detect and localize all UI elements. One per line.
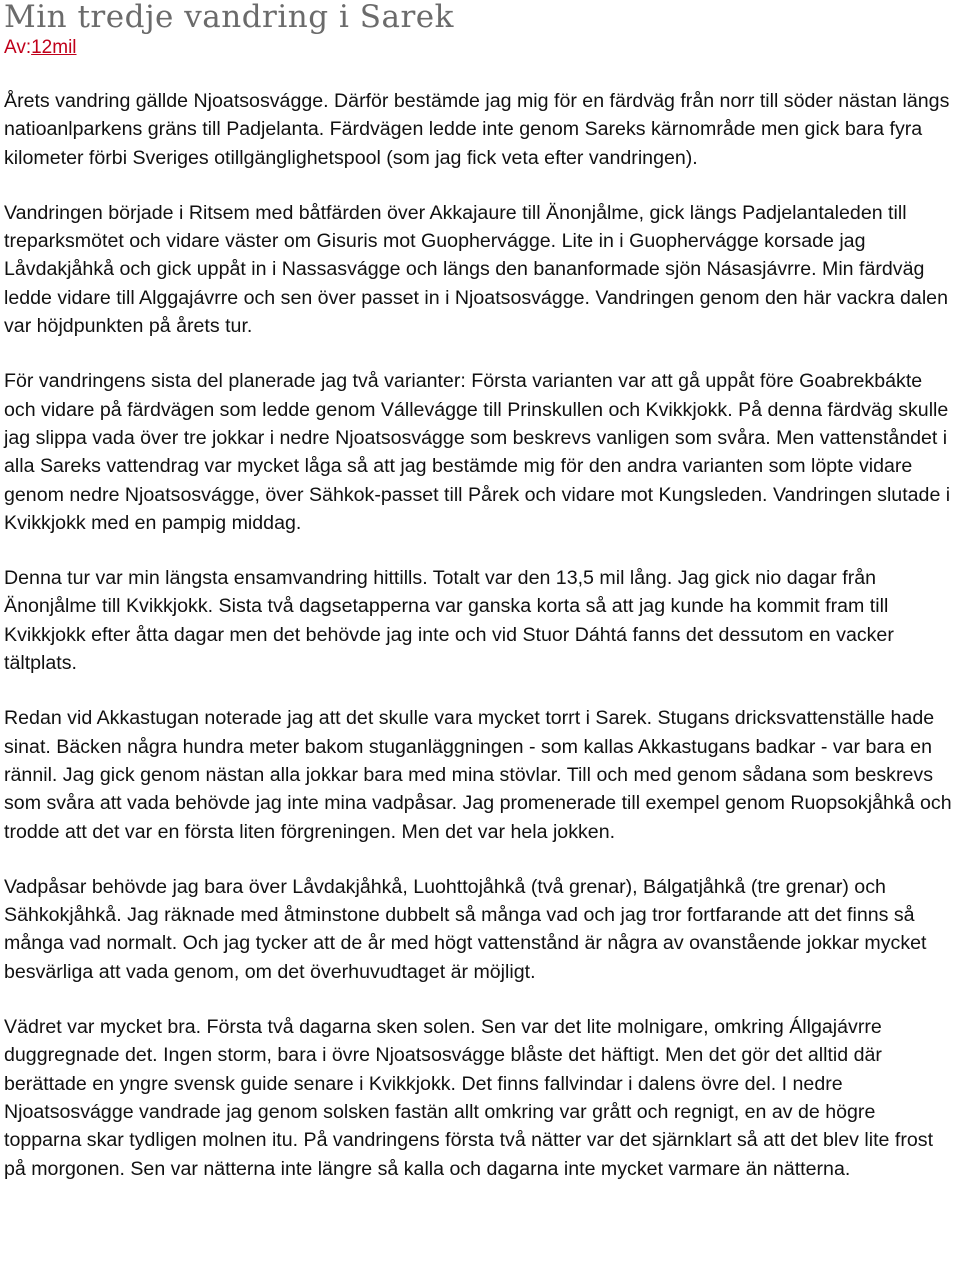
paragraph-1: Årets vandring gällde Njoatsosvágge. Därför bestämde jag mig för en färdväg från norr till söder nästan längs natioanlparkens gräns till Padjelanta. Färdvägen ledde inte genom Sareks kärnområde men gick bara fyra kilometer förbi Sveriges otillgänglighetspool (som jag fick veta efter vandringen). — [4, 90, 950, 169]
paragraph-6: Vadpåsar behövde jag bara över Låvdakjåhkå, Luohttojåhkå (två grenar), Bálgatjåhkå (tre grenar) och Sähkokjåhkå. Jag räknade med åtminstone dubbelt så många vad och jag tror fortfarande att det finns så många vad normalt. Och jag tycker att de år med högt vattenstånd är några av ovanstående jokkar mycket besvärliga att vada genom, om det överhuvudtaget är möjligt. — [4, 875, 927, 983]
paragraph-3: För vandringens sista del planerade jag två varianter: Första varianten var att gå uppåt före Goabrekbákte och vidare på färdvägen som ledde genom Vállevágge till Prinskullen och Kvikkjokk. På denna färdväg skulle jag slippa vada över tre jokkar i nedre Njoatsosvágge som beskrevs vanligen som svåra. Men vattenståndet i alla Sareks vattendrag var mycket låga så att jag bestämde mig för den andra varianten som löpte vidare genom nedre Njoatsosvágge, över Sähkok-passet till Pårek och vidare mot Kungsleden. Vandringen slutade i Kvikkjokk med en pampig middag. — [4, 370, 951, 534]
paragraph-7: Vädret var mycket bra. Första två dagarna sken solen. Sen var det lite molnigare, omkring Állgajávrre duggregnade det. Ingen storm, bara i övre Njoatsosvágge blåste det häftigt. Men det gör det alltid där berättade en yngre svensk guide senare i Kvikkjokk. Det finns fallvindar i dalens övre del. I nedre Njoatsosvágge vandrade jag genom solsken fastän allt omkring var grått och regnigt, en av de högre topparna skar tydligen molnen itu. På vandringens första två nätter var det sjärnklart så att det blev lite frost på morgonen. Sen var nätterna inte längre så kalla och dagarna inte mycket varmare än nätterna. — [4, 1016, 934, 1180]
byline — [4, 36, 956, 60]
paragraph-5: Redan vid Akkastugan noterade jag att det skulle vara mycket torrt i Sarek. Stugans dricksvattenställe hade sinat. Bäcken några hundra meter bakom stuganläggningen - som kallas Akkastugans badkar - var bara en rännil. Jag gick genom nästan alla jokkar bara med mina stövlar. Till och med genom sådana som beskrevs som svåra att vada behövde jag inte mina vadpåsar. Jag promenerade till exempel genom Ruopsokjåhkå och trodde att det var en första liten förgreningen. Men det var hela jokken. — [4, 707, 952, 843]
article — [4, 0, 956, 1210]
byline-prefix: Av: — [4, 37, 32, 58]
article-title: Min tredje vandring i Sarek — [4, 0, 454, 35]
paragraph-4: Denna tur var min längsta ensamvandring hittills. Totalt var den 13,5 mil lång. Jag gick nio dagar från Änonjålme till Kvikkjokk. Sista två dagsetapperna var ganska korta så att jag kunde ha kommit fram till Kvikkjokk efter åtta dagar men det behövde jag inte och vid Stuor Dáhtá fanns det dessutom en vacker tältplats. — [4, 567, 894, 675]
article-body — [4, 87, 956, 1183]
paragraph-2: Vandringen började i Ritsem med båtfärden över Akkajaure till Änonjålme, gick längs Padjelantaleden till treparksmötet och vidare väster om Gisuris mot Guophervágge. Lite in i Guophervágge korsade jag Låvdakjåhkå och gick uppåt in i Nassasvágge och längs den bananformade sjön Násasjávrre. Min färdväg ledde vidare till Alggajávrre och sen över passet in i Njoatsosvágge. Vandringen genom den här vackra dalen var höjdpunkten på årets tur. — [4, 201, 948, 338]
author-link[interactable]: 12mil — [31, 37, 77, 58]
